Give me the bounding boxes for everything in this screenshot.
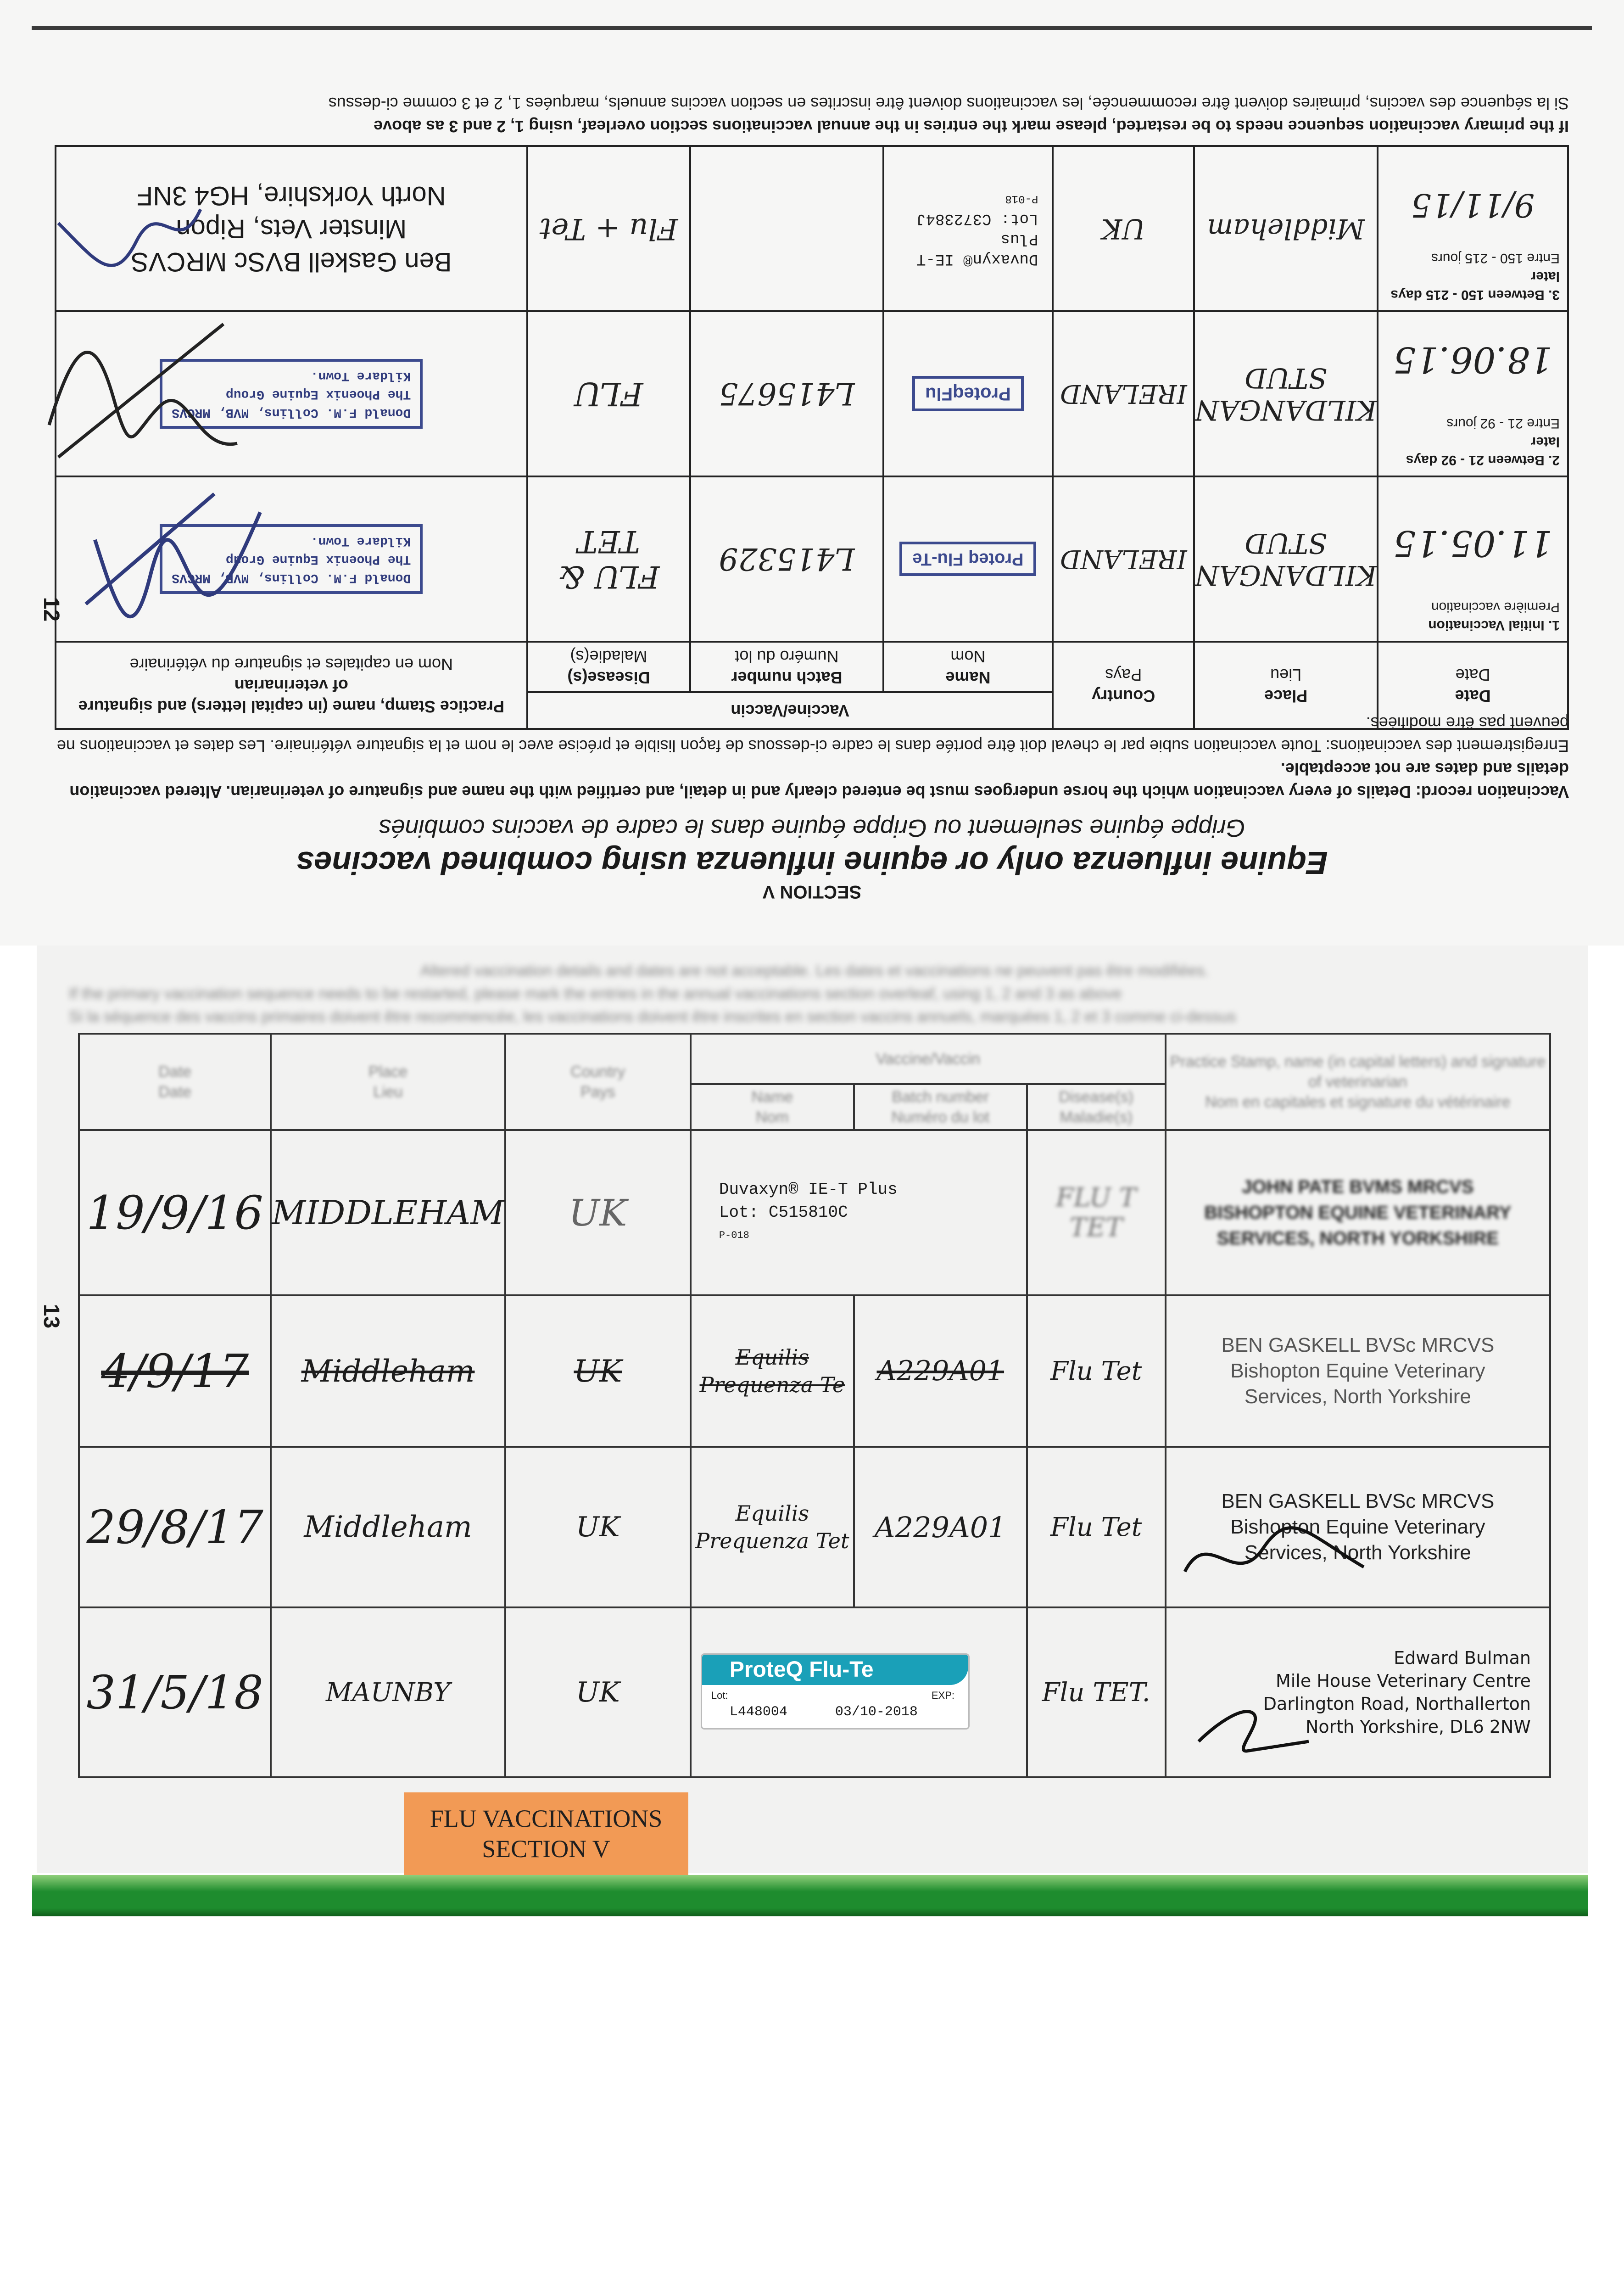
- header-name: Name Nom: [883, 642, 1053, 692]
- page-12-rotated-content: [0, 0, 1624, 946]
- instruction-fr: Enregistrement des vaccinations: Toute vaccination subie par le cheval doit être portée dans le cadre ci-dessous de façon lisible et précise avec le nom et la signature vétérinaire. Les dates et vaccinations ne peuvent pas être modifiées.: [56, 714, 1569, 756]
- row2-disease: FLU: [527, 311, 691, 476]
- vaccination-table-p13: [78, 1033, 1551, 1778]
- row2-vaccine: ProteqFlu: [912, 376, 1024, 412]
- exp-value: 03/10-2018: [835, 1704, 918, 1720]
- header-stamp-p13: Practice Stamp, name (in capital letters) and signature of veterinarian Nom en capitales et signature du vétérinaire: [1166, 1034, 1550, 1130]
- p13-row1-country: UK: [505, 1130, 691, 1295]
- section-title: Equine influenza only or equine influenza using combined vaccines: [296, 845, 1328, 881]
- green-footer-bar: [32, 1875, 1588, 1916]
- p13-row1-stamp: JOHN PATE BVMS MRCVS BISHOPTON EQUINE VETERINARY SERVICES, NORTH YORKSHIRE: [1166, 1130, 1550, 1295]
- row1-stage: 1. Initial Vaccination Première vaccination: [1428, 599, 1560, 633]
- p13-row4-vaccine-label: [701, 1653, 970, 1730]
- p13-row2-place: Middleham: [271, 1295, 505, 1447]
- row3-practice-stamp: Ben Gaskell BVSc MRCVS Minster Vets, Ripon North Yorkshire, HG4 3NF: [131, 181, 452, 277]
- row1-place: KILDANGAN STUD: [1194, 476, 1378, 642]
- header-disease-p13: Disease(s) Maladie(s): [1027, 1084, 1166, 1130]
- row1-date-cell: [1378, 476, 1568, 642]
- vaccination-table-p12: [55, 145, 1569, 730]
- footer-fr: Si la séquence des vaccins, primaires doivent être recommencée, les vaccinations doivent être inscrites en section vaccins annuels, marquées 1, 2 et 3 comme ci-dessus: [328, 94, 1569, 113]
- page-12: [0, 0, 1624, 946]
- table-row: [56, 311, 1568, 476]
- row1-country: IRELAND: [1053, 476, 1194, 642]
- section-label: SECTION V: [762, 882, 862, 902]
- header-vaccine-p13: Vaccine/Vaccin: [691, 1034, 1166, 1084]
- section-badge: [404, 1792, 688, 1875]
- header-date: Date Date: [1378, 642, 1568, 729]
- p13-row2-date: 4/9/17: [79, 1295, 271, 1447]
- page-number-12: 12: [39, 597, 64, 622]
- row2-stamp-cell: [56, 311, 527, 476]
- row1-disease: FLU & TET: [527, 476, 691, 642]
- row3-date: 9/11/15: [1411, 186, 1535, 224]
- p13-row4-signature-icon: [1194, 1696, 1313, 1760]
- row3-place: Middleham: [1194, 146, 1378, 311]
- header-country: Country Pays: [1053, 642, 1194, 729]
- table-row: [79, 1607, 1550, 1777]
- p13-row1-date: 19/9/16: [79, 1130, 271, 1295]
- row3-vaccine-cell: [883, 146, 1053, 311]
- p13-row1-vaccine: Duvaxyn® IE-T Plus Lot: C515810C P-018: [719, 1180, 898, 1241]
- header-batch: Batch number Numéro du lot: [690, 642, 883, 692]
- row2-country: IRELAND: [1053, 311, 1194, 476]
- table-row: [79, 1447, 1550, 1607]
- page12-footer: [55, 92, 1569, 138]
- page-number-13: 13: [39, 1304, 64, 1329]
- header-disease: Disease(s) Maladie(s): [527, 642, 691, 692]
- row2-date: 18.06.15: [1393, 339, 1553, 380]
- row1-batch: L415329: [690, 476, 883, 642]
- header-batch-p13: Batch number Numéro du lot: [854, 1084, 1027, 1130]
- row1-stamp-cell: [56, 476, 527, 642]
- row3-date-cell: [1378, 146, 1568, 311]
- p13-row3-vaccine: Equilis Prequenza Tet: [691, 1447, 854, 1607]
- p13-row2-batch: A229A01: [854, 1295, 1027, 1447]
- row3-batch: [690, 146, 883, 311]
- p13-row4-date: 31/5/18: [79, 1607, 271, 1777]
- row1-vaccine: Proteq Flu-Te: [899, 542, 1036, 577]
- p13-row4-disease: Flu TET.: [1027, 1607, 1166, 1777]
- p13-row4-vaccine: ProteQ Flu-Te: [702, 1655, 968, 1685]
- p13-row3-place: Middleham: [271, 1447, 505, 1607]
- p13-row2-vaccine: Equilis Prequenza Te: [691, 1295, 854, 1447]
- p13-row3-stamp: BEN GASKELL BVSc MRCVS Bishopton Equine Veterinary Services, North Yorkshire: [1166, 1447, 1550, 1607]
- header-stamp: Practice Stamp, name (in capital letters) and signature of veterinarian Nom en capitales et signature du vétérinaire: [56, 642, 527, 729]
- lot-label: Lot:: [711, 1689, 728, 1701]
- row2-batch: L415675: [690, 311, 883, 476]
- section-subtitle-fr: Grippe équine seulement ou Grippe équine dans le cadre de vaccins combinés: [379, 814, 1245, 842]
- lot-value: L448004: [729, 1704, 787, 1720]
- row1-date: 11.05.15: [1393, 522, 1553, 564]
- p13-row3-date: 29/8/17: [79, 1447, 271, 1607]
- row1-vaccine-cell: [883, 476, 1053, 642]
- p13-row4-vaccine-cell: [691, 1607, 1027, 1777]
- row2-signature-icon: [40, 315, 251, 471]
- p13-row2-country: UK: [505, 1295, 691, 1447]
- exp-label: EXP:: [931, 1689, 954, 1701]
- row2-vaccine-cell: [883, 311, 1053, 476]
- header-country-p13: Country Pays: [505, 1034, 691, 1130]
- header-vaccine: Vaccine/Vaccin: [527, 692, 1053, 729]
- row2-place: KILDANGAN STUD: [1194, 311, 1378, 476]
- footer-en: If the primary vaccination sequence needs to be restarted, please mark the entries in the annual vaccinations section overleaf, using 1, 2 and 3 as above: [374, 117, 1569, 136]
- header-place-p13: Place Lieu: [271, 1034, 505, 1130]
- page12-rule: [32, 26, 1592, 30]
- row2-stage: 2. Between 21 - 92 days later Entre 21 - 92 jours: [1406, 416, 1560, 468]
- row1-practice-stamp: Donald F.M. Collins, MVB, MRCVS The Phoenix Equine Group Kildare Town.: [160, 524, 423, 594]
- row3-disease: Flu + Tet: [527, 146, 691, 311]
- p13-row1-vaccine-cell: [691, 1130, 1027, 1295]
- p13-row1-place: MIDDLEHAM: [271, 1130, 505, 1295]
- row3-stage: 3. Between 150 - 215 days later Entre 150 - 215 jours: [1390, 251, 1560, 302]
- header-place: Place Lieu: [1194, 642, 1378, 729]
- p13-row1-disease: FLU T TET: [1027, 1130, 1166, 1295]
- p13-row2-disease: Flu Tet: [1027, 1295, 1166, 1447]
- p13-row3-batch: A229A01: [854, 1447, 1027, 1607]
- table-row: [56, 476, 1568, 642]
- row2-date-cell: [1378, 311, 1568, 476]
- p13-row4-country: UK: [505, 1607, 691, 1777]
- p13-row2-stamp: BEN GASKELL BVSc MRCVS Bishopton Equine Veterinary Services, North Yorkshire: [1166, 1295, 1550, 1447]
- header-date-p13: Date Date: [79, 1034, 271, 1130]
- table-row: [56, 146, 1568, 311]
- p13-row3-signature-icon: [1180, 1517, 1373, 1595]
- row3-country: UK: [1053, 146, 1194, 311]
- p13-row3-disease: Flu Tet: [1027, 1447, 1166, 1607]
- row3-stamp-cell: [56, 146, 527, 311]
- badge-line-1: FLU VACCINATIONS: [430, 1805, 663, 1832]
- row2-practice-stamp: Donald F.M. Collins, MVB, MRCVS The Phoenix Equine Group Kildare Town.: [160, 359, 423, 429]
- badge-line-2: SECTION V: [482, 1835, 610, 1863]
- row3-signature-icon: [49, 186, 205, 278]
- p13-row3-country: UK: [505, 1447, 691, 1607]
- p13-row4-place: MAUNBY: [271, 1607, 505, 1777]
- row3-vaccine: Duvaxyn® IE-T Plus Lot: C372384J P-018: [916, 192, 1038, 268]
- table-row-struck: [79, 1295, 1550, 1447]
- instruction-en: Vaccination record: Details of every vaccination which the horse undergoes must be entered clearly and in detail, and certified with the name and signature of veterinarian. Altered vaccination details and dates are not acceptable.: [69, 760, 1569, 801]
- row1-signature-icon: [77, 485, 269, 632]
- header-name-p13: Name Nom: [691, 1084, 854, 1130]
- blurred-header: Altered vaccination details and dates are not acceptable. Les dates et vaccinations ne peuvent pas être modifiées. If the primary vaccination sequence needs to be restarted, please mark the entries in the annual vaccinations section overleaf, using 1, 2 and 3 as above Si la séquence des vaccins primaires doivent être recommencée, les vaccinations doivent être inscrites en section vaccins annuels, marquées 1, 2 et 3 comme ci-dessus: [69, 962, 1236, 1025]
- table-row: [79, 1130, 1550, 1295]
- p13-row4-stamp: Edward Bulman Mile House Veterinary Centre Darlington Road, Northallerton North Yorkshire, DL6 2NW: [1166, 1607, 1550, 1777]
